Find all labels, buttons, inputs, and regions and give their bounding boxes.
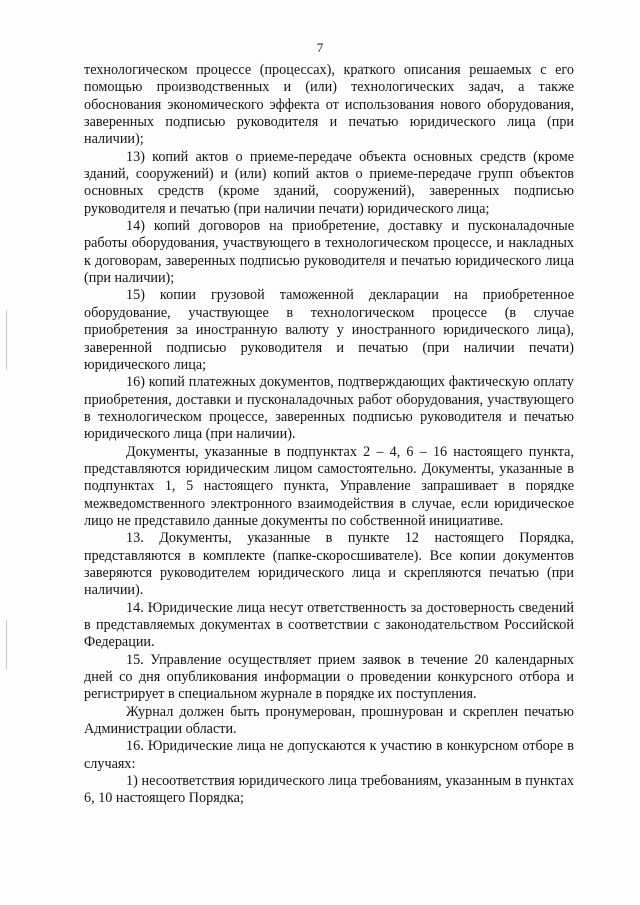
- paragraph: 1) несоответствия юридического лица требованиям, указанным в пунктах 6, 10 настоящего Порядка;: [84, 773, 574, 807]
- paragraph: 13) копий актов о приеме-передаче объекта основных средств (кроме зданий, сооружений) и (или) копий актов о приеме-передаче групп объектов основных средств (кроме зданий, сооружений), заверенных подписью руководителя и печатью (при наличии печати) юридического лица;: [84, 148, 574, 217]
- paragraph: 14. Юридические лица несут ответственность за достоверность сведений в представляемых документах в соответствии с законодательством Российской Федерации.: [84, 599, 574, 651]
- paragraph: 15) копии грузовой таможенной декларации на приобретенное оборудование, участвующее в технологическом процессе (в случае приобретения за иностранную валюту у иностранного юридического лица), заверенной подписью руководителя и печатью (при наличии печати) юридического лица;: [84, 287, 574, 373]
- document-body: [84, 62, 574, 808]
- paragraph: 16. Юридические лица не допускаются к участию в конкурсном отборе в случаях:: [84, 738, 574, 772]
- paragraph: 14) копий договоров на приобретение, доставку и пусконаладочные работы оборудования, участвующего в технологическом процессе, и накладных к договорам, заверенных подписью руководителя и печатью юридического лица (при наличии);: [84, 218, 574, 287]
- scan-edge-mark: [6, 310, 7, 370]
- paragraph: 13. Документы, указанные в пункте 12 настоящего Порядка, представляются в комплекте (папке-скоросшивателе). Все копии документов заверяются руководителем юридического лица и скрепляются печатью (при наличии).: [84, 530, 574, 599]
- paragraph: Журнал должен быть пронумерован, прошнурован и скреплен печатью Администрации области.: [84, 703, 574, 738]
- paragraph: 15. Управление осуществляет прием заявок в течение 20 календарных дней со дня опубликования информации о проведении конкурсного отбора и регистрирует в специальном журнале в порядке их поступления.: [84, 651, 574, 703]
- scan-edge-mark: [6, 620, 7, 670]
- paragraph: Документы, указанные в подпунктах 2 – 4, 6 – 16 настоящего пункта, представляются юридическим лицом самостоятельно. Документы, указанные в подпунктах 1, 5 настоящего пункта, Управление запрашивает в порядке межведомственного электронного взаимодействия в случае, если юридическое лицо не представило данные документы по собственной инициативе.: [84, 443, 574, 529]
- paragraph: 16) копий платежных документов, подтверждающих фактическую оплату приобретения, доставки и пусконаладочных работ оборудования, участвующего в технологическом процессе, заверенных подписью руководителя и печатью юридического лица (при наличии).: [84, 374, 574, 443]
- paragraph: технологическом процессе (процессах), краткого описания решаемых с его помощью производственных и (или) технологических задач, а также обоснования экономического эффекта от использования нового оборудования, заверенных подписью руководителя и печатью юридического лица (при наличии);: [84, 62, 574, 148]
- page-number: 7: [316, 40, 324, 55]
